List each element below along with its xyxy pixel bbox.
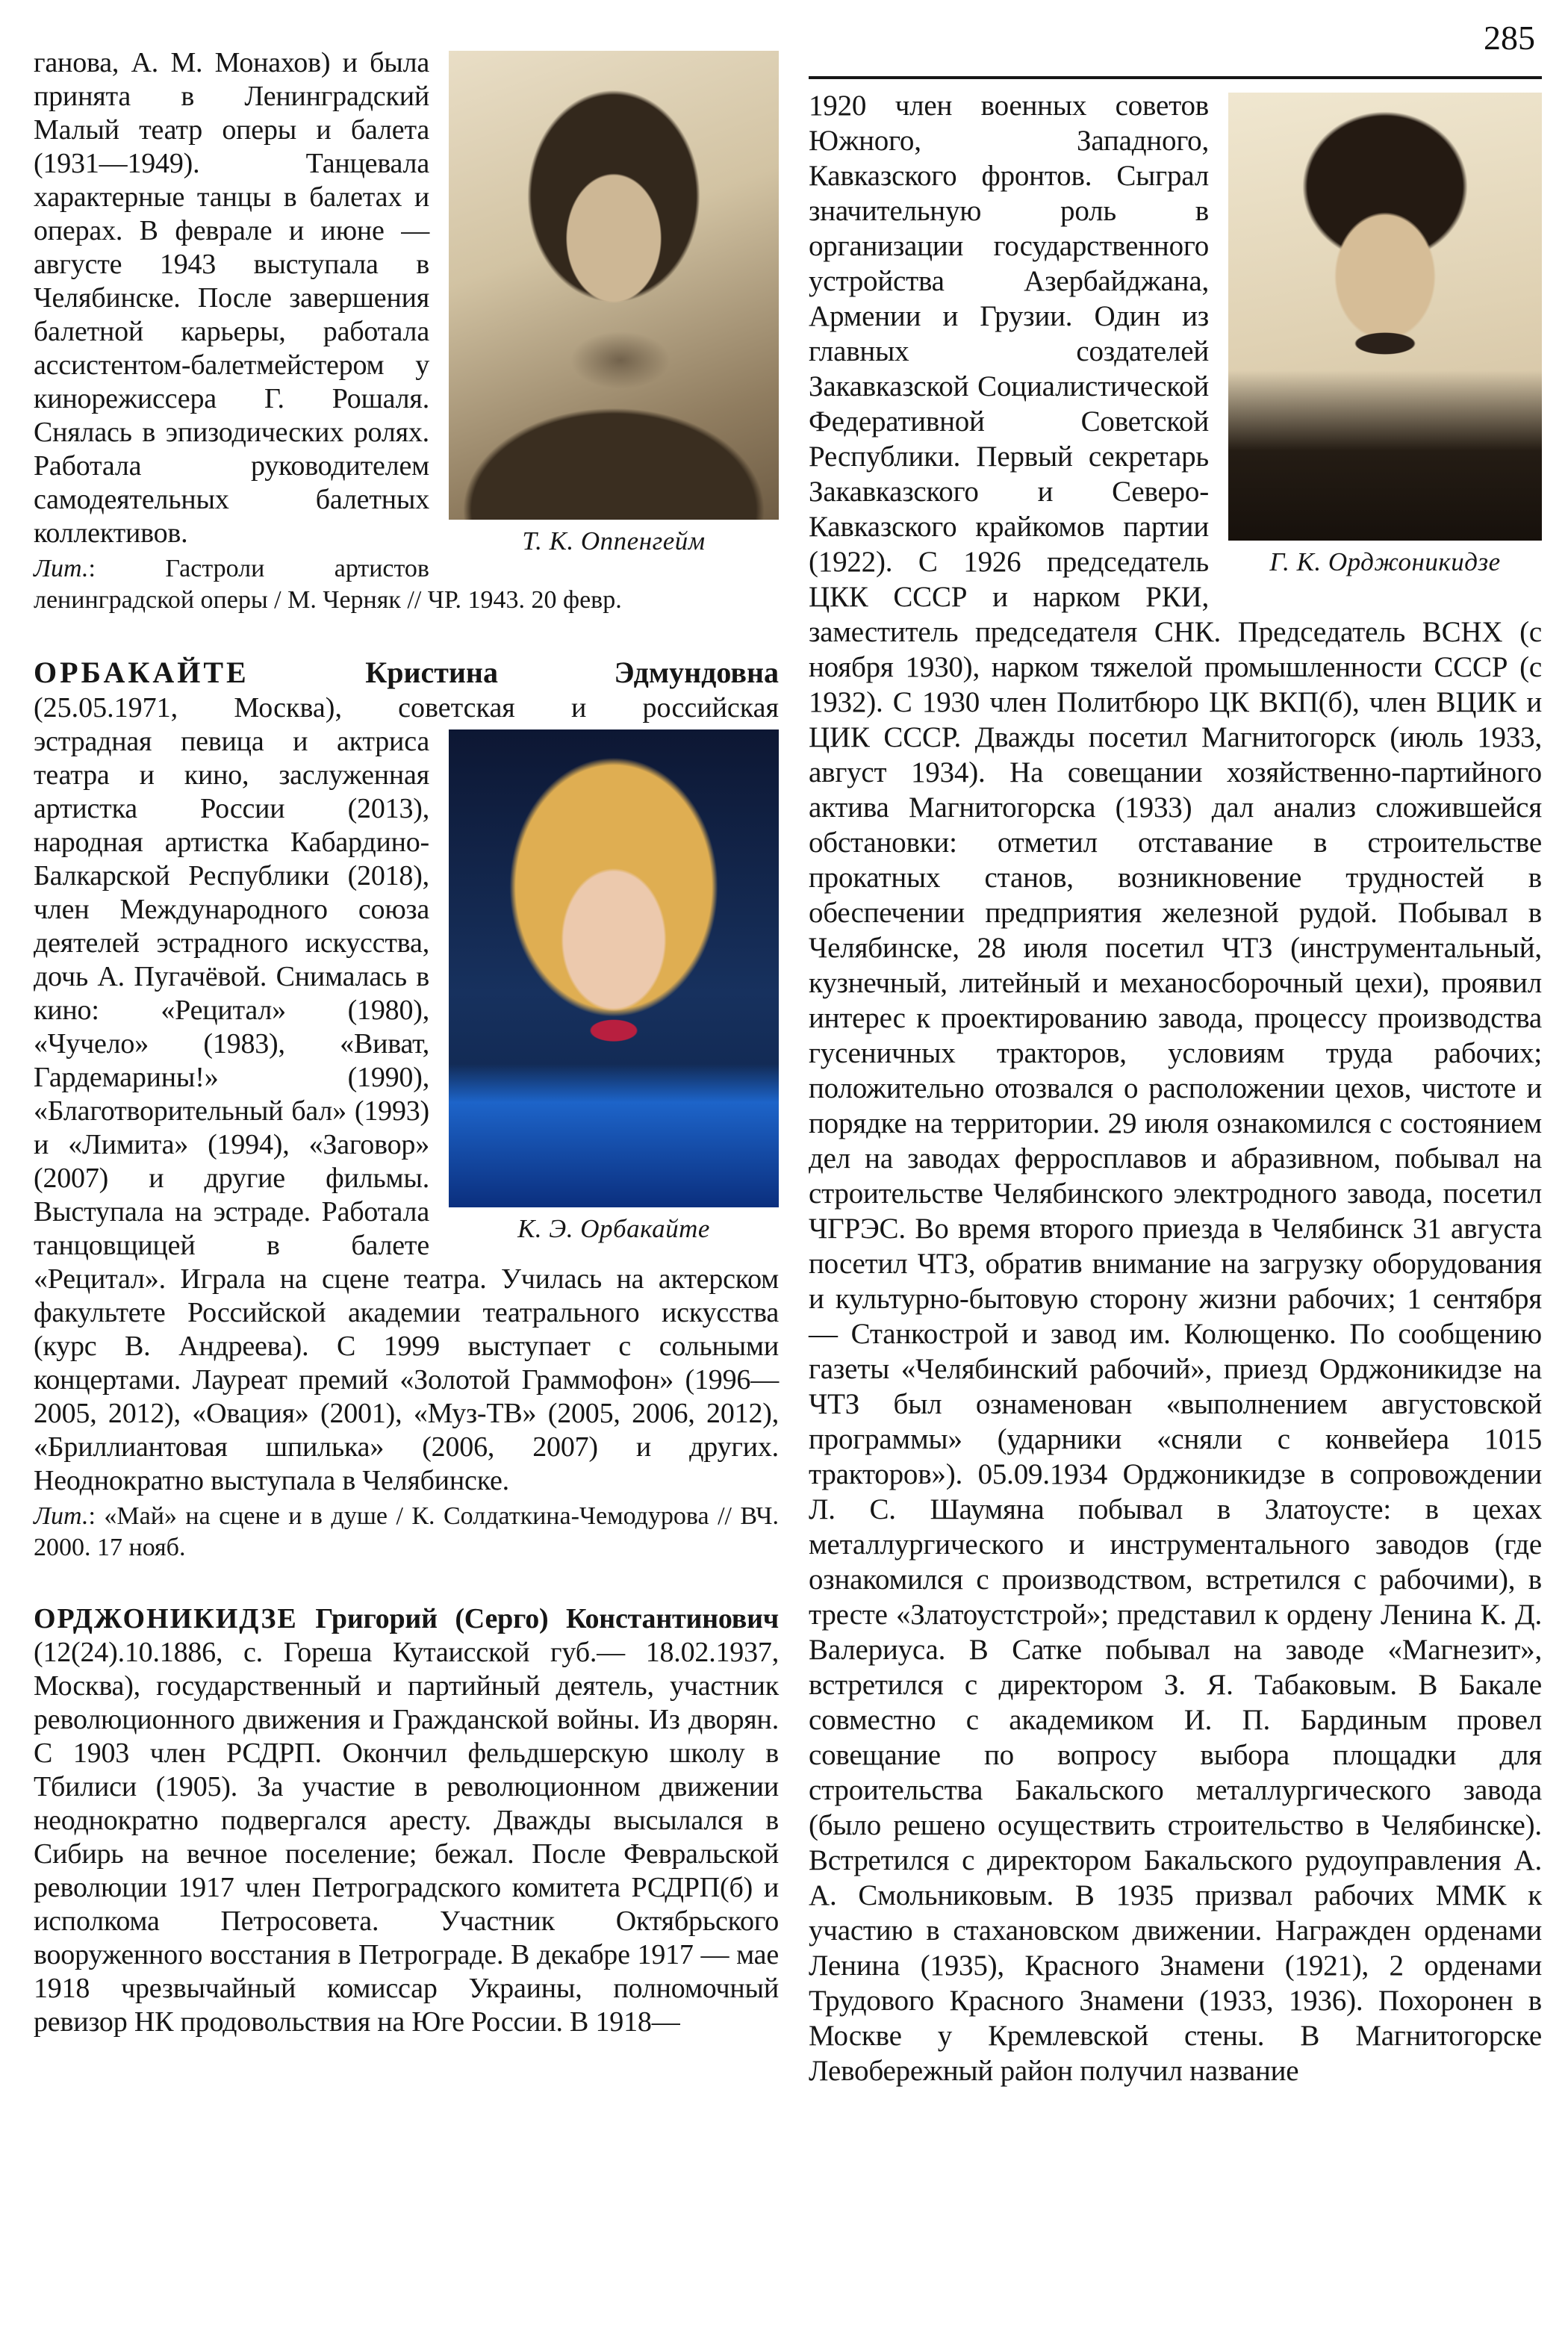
entry-text-ordzhonikidze-continued: 1920 член военных советов Южного, Западного, Кавказского фронтов. Сыграл значительную роль в организации государственного устройства Азербайджана, Армении и Грузии. Один из главных создателей Закавказской Социалистической Федеративной Советской Республики. Первый секретарь Закавказского и Северо-Кавказского крайкомов партии (1922). С 1926 председатель ЦКК СССР и нарком РКИ, заместитель председателя СНК. Председатель ВСНХ (с ноября 1930), нарком тяжелой промышленности СССР (с 1932). С 1930 член Политбюро ЦК ВКП(б), член ВЦИК и ЦИК СССР. Дважды посетил Магнитогорск (июль 1933, август 1934). На совещании хозяйственно-партийного актива Магнитогорска (1933) дал анализ сложившейся обстановки: отметил отставание в строительстве прокатных станов, возникновение трудностей в обеспечении предприятия железной рудой. Побывал в Челябинске, 28 июля посетил ЧТЗ (инструментальный, кузнечный, литейный и механосборочный цехи), проявил интерес к проектированию завода, процессу производства гусеничных тракторов, условиям труда рабочих; положительно отозвался о расположении цехов, чистоте и порядке на территории. 29 июля ознакомился с состоянием дел на заводах ферросплавов и абразивном, побывал на строительстве Челябинского электродного завода, посетил ЧГРЭС. Во время второго приезда в Челябинск 31 августа посетил ЧТЗ, обратив внимание на загрузку оборудования и культурно-бытовую сторону жизни рабочих; 1 сентября — Станкострой и завод им. Колющенко. По сообщению газеты «Челябинский рабочий», приезд Орджоникидзе на ЧТЗ был ознаменован «выполнением августовской программы» (ударники «сняли с конвейера 1015 тракторов»). 05.09.1934 Орджоникидзе в сопровождении Л. С. Шаумяна побывал в Златоусте: в цехах металлургического и инструментального заводов (где ознакомился с производством, встретился с рабочими), в тресте «Златоустстрой»; представил к ордену Ленина К. Д. Валериуса. В Сатке побывал на заводе «Магнезит», встретился с директором З. Я. Табаковым. В Бакале совместно с академиком И. П. Бардиным провел совещание по вопросу выбора площадки для строительства Бакальского металлургического завода (было решено осуществить строительство в Челябинске). Встретился с директором Бакальского рудоуправления А. А. Смольниковым. В 1935 призвал рабочих ММК к участию в стахановском движении. Награжден орденами Ленина (1935), Красного Знамени (1921), 2 орденами Трудового Красного Знамени (1933, 1936). Похоронен в Москве у Кремлевской стены. В Магнитогорске Левобережный район получил название [809, 90, 1542, 2087]
lit-label: Лит. [34, 555, 89, 582]
literature-ref-orbakaite [34, 1501, 779, 1564]
entry-text-orbakaite: эстрадная певица и актриса театра и кино, заслуженная артистка России (2013), народная артистка Кабардино-Балкарской Республики (2018), член Международного союза деятелей эстрадного искусства, дочь А. Пугачёвой. Снималась в кино: «Рецитал» (1980), «Чучело» (1983), «Виват, Гардемарины!» (1990), «Благотворительный бал» (1993) и «Лимита» (1994), «Заговор» (2007) и другие фильмы. Выступала на эстраде. Работала танцовщицей в балете «Рецитал». Играла на сцене театра. Училась на актерском факультете Российской академии театрального искусства (курс В. Андреева). С 1999 выступает с сольными концертами. Лауреат премий «Золотой Граммофон» (1996—2005, 2012), «Овация» (2001), «Муз-ТВ» (2005, 2006, 2012), «Бриллиантовая шпилька» (2006, 2007) и других. Неоднократно выступала в Челябинске. [34, 726, 779, 1496]
headword-orbakaite-name: Кристина Эдмундовна [365, 656, 779, 689]
page-number: 285 [1484, 19, 1535, 57]
lit-text: : «Май» на сцене и в душе / К. Солдаткина-Чемодурова // ВЧ. 2000. 17 нояб. [34, 1502, 779, 1561]
entry-text-ordzhonikidze: (12(24).10.1886, с. Гореша Кутаисской губ.— 18.02.1937, Москва), государственный и партийный деятель, участник революционного движения и Гражданской войны. Из дворян. С 1903 член РСДРП. Окончил фельдшерскую школу в Тбилиси (1905). За участие в революционном движении неоднократно подвергался аресту. Дважды высылался в Сибирь на вечное поселение; бежал. После Февральской революции 1917 член Петроградского комитета РСДРП(б) и исполкома Петросовета. Участник Октябрьского вооруженного восстания в Петрограде. В декабре 1917 — мае 1918 чрезвычайный комиссар Украины, полномочный ревизор НК продовольствия на Юге России. В 1918— [34, 1637, 779, 2038]
entry-orbakaite-body [34, 725, 779, 1498]
headword-ordzhonikidze-name: Григорий (Серго) Константинович [315, 1603, 779, 1634]
header-rule [809, 76, 1542, 79]
lit-text: : Гастроли артистов ленинградской оперы / М. Черняк // ЧР. 1943. 20 февр. [34, 555, 622, 614]
portrait-photo-orbakaite [449, 729, 779, 1207]
lit-label: Лит. [34, 1502, 89, 1530]
headword-ordzhonikidze: ОРДЖОНИКИДЗЕ [34, 1603, 298, 1634]
entry-orbakaite-heading [34, 655, 779, 691]
figure-orbakaite [449, 729, 779, 1245]
photo-caption-orbakaite: К. Э. Орбакайте [517, 1214, 710, 1243]
right-column [809, 88, 1542, 2088]
entry-oppengeim-continuation [34, 46, 779, 556]
photo-caption-oppengeim: Т. К. Оппенгейм [522, 526, 706, 556]
headword-orbakaite: ОРБАКАЙТЕ [34, 656, 249, 689]
figure-oppengeim [449, 51, 779, 557]
portrait-photo-ordzhonikidze [1228, 93, 1542, 541]
portrait-photo-oppengeim [449, 51, 779, 520]
entry-ordzhonikidze [34, 1602, 779, 2039]
entry-text-oppengeim: ганова, А. М. Монахов) и была принята в Ленинградский Малый театр оперы и балета (1931—1949). Танцевала характерные танцы в балетах и операх. В феврале и июне — августе 1943 выступала в Челябинске. После завершения балетной карьеры, работала ассистентом-балетмейстером у кинорежиссера Г. Рошаля. Снялась в эпизодических ролях. Работала руководителем самодеятельных балетных коллективов. [34, 47, 429, 549]
left-column [34, 46, 779, 2039]
entry-orbakaite-lead: (25.05.1971, Москва), советская и российская [34, 692, 779, 724]
photo-caption-ordzhonikidze: Г. К. Орджоникидзе [1269, 547, 1501, 576]
figure-ordzhonikidze [1228, 93, 1542, 578]
entry-ordzhonikidze-continued [809, 88, 1542, 2088]
literature-ref-oppengeim [34, 553, 779, 616]
